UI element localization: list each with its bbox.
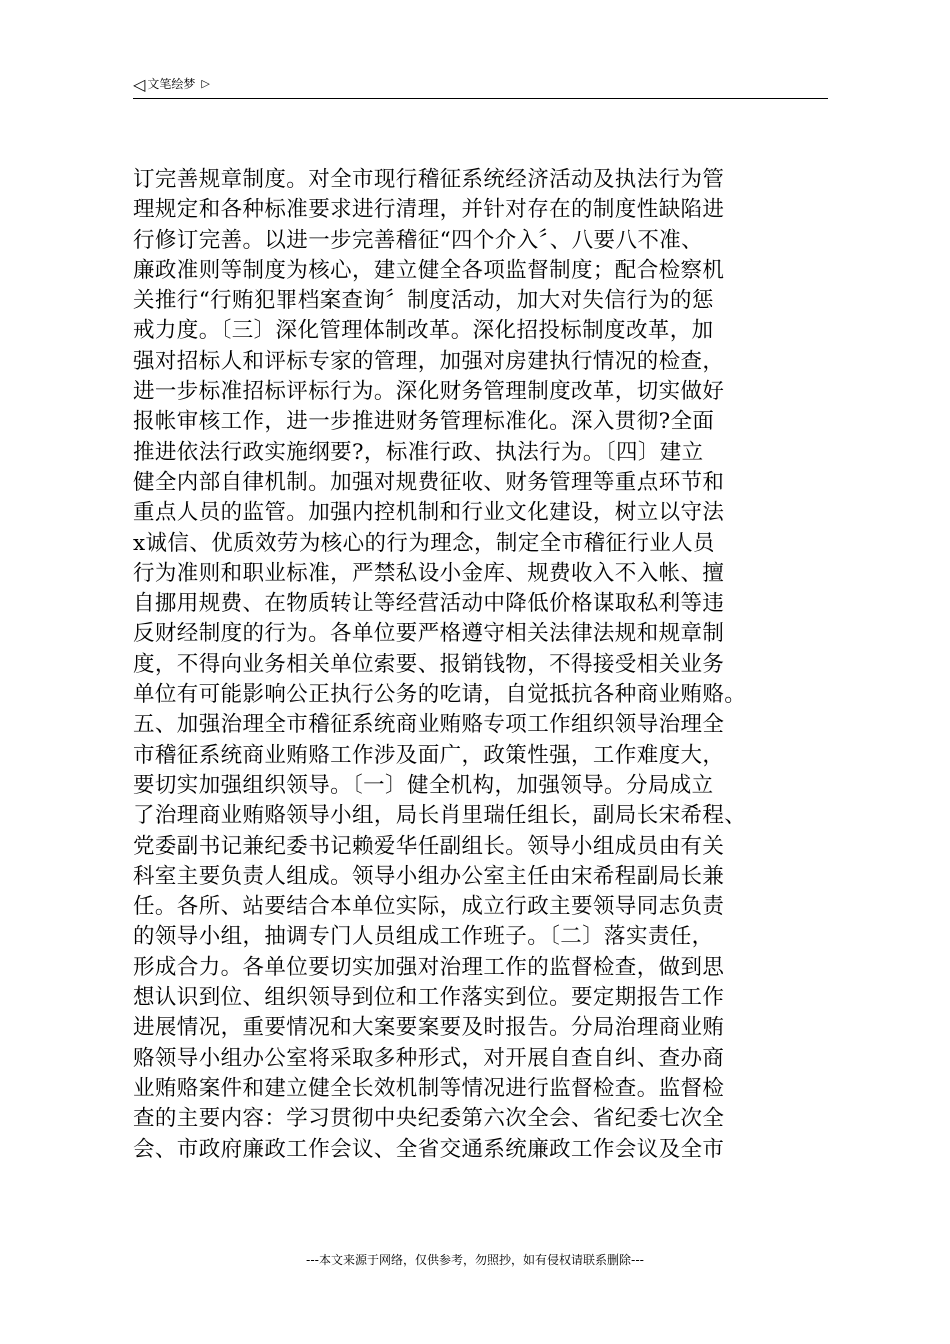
brand-logo <box>133 76 210 93</box>
body-text-line: 五、加强治理全市稽征系统商业贿赂专项工作组织领导治理全 <box>133 712 725 738</box>
body-text-line: 关推行“行贿犯罪档案查询〞制度活动，加大对失信行为的惩 <box>133 288 714 314</box>
body-text-line: 业贿赂案件和建立健全长效机制等情况进行监督检查。监督检 <box>133 1075 725 1101</box>
body-text-line: 党委副书记兼纪委书记赖爱华任副组长。领导小组成员由有关 <box>133 833 725 859</box>
arrow-left-icon: ◁ <box>133 75 146 94</box>
body-text-line: 的领导小组，抽调专门人员组成工作班子。〔二〕落实责任， <box>133 924 714 950</box>
body-text-line: 行修订完善。以进一步完善稽征“四个介入〞、八要八不准、 <box>133 227 704 253</box>
brand-name: 文笔绘梦 <box>147 77 196 91</box>
body-text-line: 行为准则和职业标准，严禁私设小金库、规费收入不入帐、擅 <box>133 560 725 586</box>
body-text-line: 戒力度。〔三〕深化管理体制改革。深化招投标制度改革，加 <box>133 318 714 344</box>
body-text-line: 查的主要内容：学习贯彻中央纪委第六次全会、省纪委七次全 <box>133 1106 725 1132</box>
document-body <box>133 165 833 1165</box>
body-text-line: 度，不得向业务相关单位索要、报销钱物，不得接受相关业务 <box>133 651 725 677</box>
page-header <box>133 74 828 99</box>
body-text-line: 单位有可能影响公正执行公务的吃请，自觉抵抗各种商业贿赂。 <box>133 682 747 708</box>
page-footer: ---本文来源于网络，仅供参考，勿照抄，如有侵权请联系删除--- <box>306 1253 644 1267</box>
arrow-right-icon: ▷ <box>201 77 210 90</box>
body-text-line: 科室主要负责人组成。领导小组办公室主任由宋希程副局长兼 <box>133 863 725 889</box>
body-text-line: 报帐审核工作，进一步推进财务管理标准化。深入贯彻?全面 <box>133 409 715 435</box>
body-text-line: 形成合力。各单位要切实加强对治理工作的监督检查，做到思 <box>133 954 725 980</box>
body-text-line: 赂领导小组办公室将采取多种形式，对开展自查自纠、查办商 <box>133 1045 725 1071</box>
body-text-line: 会、市政府廉政工作会议、全省交通系统廉政工作会议及全市 <box>133 1136 725 1162</box>
body-text-line: 推进依法行政实施纲要?，标准行政、执法行为。〔四〕建立 <box>133 439 704 465</box>
body-text-line: 要切实加强组织领导。〔一〕健全机构，加强领导。分局成立 <box>133 772 714 798</box>
body-text-line: 进一步标准招标评标行为。深化财务管理制度改革，切实做好 <box>133 379 725 405</box>
body-text-line: 反财经制度的行为。各单位要严格遵守相关法律法规和规章制 <box>133 621 725 647</box>
body-text-line: 强对招标人和评标专家的管理，加强对房建执行情况的检查， <box>133 348 725 374</box>
body-text-line: 健全内部自律机制。加强对规费征收、财务管理等重点环节和 <box>133 469 725 495</box>
body-text-line: 想认识到位、组织领导到位和工作落实到位。要定期报告工作 <box>133 985 725 1011</box>
body-text-line: 理规定和各种标准要求进行清理，并针对存在的制度性缺陷进 <box>133 197 725 223</box>
body-text-line: x诚信、优质效劳为核心的行为理念，制定全市稽征行业人员 <box>133 530 715 556</box>
body-text-line: 市稽征系统商业贿赂工作涉及面广，政策性强，工作难度大， <box>133 742 725 768</box>
body-text-line: 任。各所、站要结合本单位实际，成立行政主要领导同志负责 <box>133 894 725 920</box>
body-text-line: 进展情况，重要情况和大案要案要及时报告。分局治理商业贿 <box>133 1015 725 1041</box>
body-text-line: 重点人员的监管。加强内控机制和行业文化建设，树立以守法 <box>133 500 725 526</box>
body-text-line: 廉政准则等制度为核心，建立健全各项监督制度；配合检察机 <box>133 257 725 283</box>
body-text-line: 自挪用规费、在物质转让等经营活动中降低价格谋取私利等违 <box>133 591 725 617</box>
body-text-line: 了治理商业贿赂领导小组，局长肖里瑞任组长，副局长宋希程、 <box>133 803 747 829</box>
body-text-line: 订完善规章制度。对全市现行稽征系统经济活动及执法行为管 <box>133 167 725 192</box>
